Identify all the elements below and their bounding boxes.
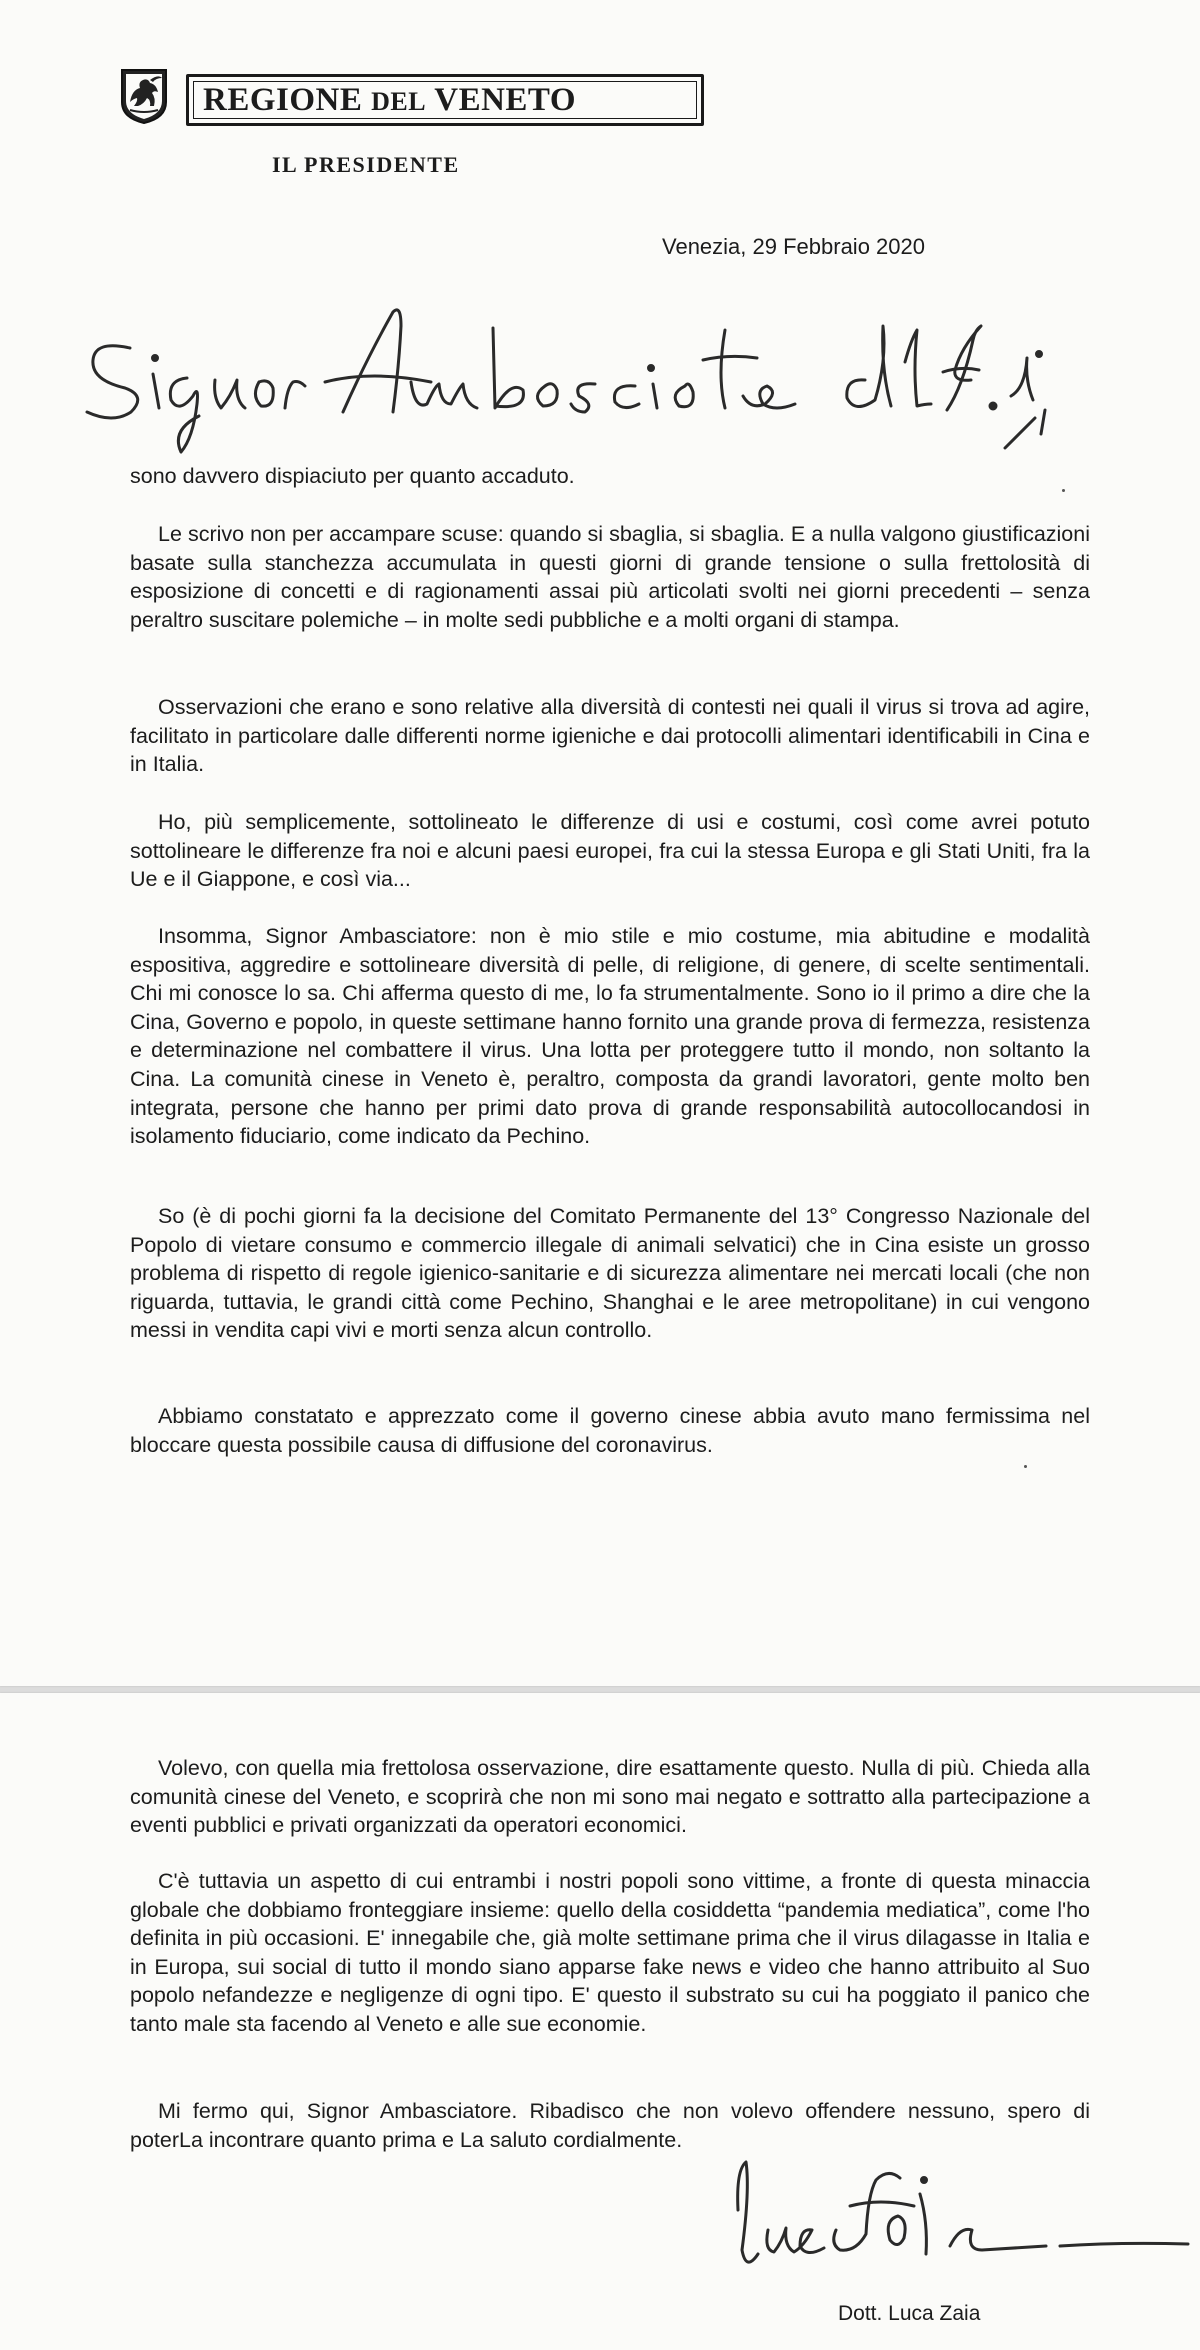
- paragraph-8: Volevo, con quella mia frettolosa osservazione, dire esattamente questo. Nulla di più. Chieda alla comunità cinese del Veneto, e scoprirà che non mi sono mai negato e sottratto alla partecipazione a eventi pubblici e privati organizzati da operatori economici.: [130, 1756, 1090, 1838]
- paragraph-3: Osservazioni che erano e sono relative alla diversità di contesti nei quali il virus si trova ad agire, facilitato in particolare dalle differenti norme igieniche e dai protocolli alimentari identificabili in Cina e in Italia.: [130, 695, 1090, 777]
- paragraph-9: C'è tuttavia un aspetto di cui entrambi i nostri popoli sono vittime, a fronte di questa minaccia globale che dobbiamo fronteggiare insieme: quello della cosiddetta “pandemia mediatica”, come l'ho definita in più occasioni. E' innegabile che, già molte settimane prima che il virus dilagasse in Italia e in Europa, sui social di tutto il mondo siano apparse fake news e video che hanno attribuito al Suo popolo nefandezze e negligenze di ogni tipo. E' questo il substrato su cui ha poggiato il panico che tanto male sta facendo al Veneto e alle sue economie.: [130, 1869, 1090, 2036]
- lion-of-saint-mark-crest-icon: [120, 68, 168, 124]
- letter-date: Venezia, 29 Febbraio 2020: [662, 234, 925, 259]
- region-name: REGIONE DEL VENETO: [203, 82, 577, 118]
- president-title: IL PRESIDENTE: [272, 152, 460, 177]
- scan-speck: [1062, 489, 1065, 492]
- paragraph-5: Insomma, Signor Ambasciatore: non è mio stile e mio costume, mia abitudine e modalità espositiva, aggredire e sottolineare diversità di pelle, di religione, di genere, di scelte sentimentali. Chi mi conosce lo sa. Chi afferma questo di me, lo fa strumentalmente. Sono io il primo a dire che la Cina, Governo e popolo, in queste settimane hanno fornito una grande prova di fermezza, resistenza e determinazione nel combattere il virus. Una lotta per proteggere tutto il mondo, non soltanto la Cina. La comunità cinese in Veneto è, peraltro, composta da grandi lavoratori, gente molto ben integrata, persone che hanno per primi dato prova di grande responsabilità autocollocandosi in isolamento fiduciario, come indicato da Pechino.: [130, 924, 1090, 1149]
- paragraph-2: Le scrivo non per accampare scuse: quando si sbaglia, si sbaglia. E a nulla valgono giustificazioni basate sulla stanchezza accumulata in questi giorni di grande tensione o sulla frettolosità di esposizione di concetti e di ragionamenti assai più articolati svolti nei giorni precedenti – senza peraltro suscitare polemiche – in molte sedi pubbliche e a molti organi di stampa.: [130, 522, 1090, 632]
- region-name-box: [186, 74, 704, 126]
- handwritten-salutation: [75, 300, 1055, 460]
- paragraph-6: So (è di pochi giorni fa la decisione del Comitato Permanente del 13° Congresso Nazionale del Popolo di vietare consumo e commercio illegale di animali selvatici) che in Cina esiste un grosso problema di rispetto di regole igienico-sanitarie e di sicurezza alimentare nei mercati locali (che non riguarda, tuttavia, le grandi città come Pechino, Shanghai e le aree metropolitane) in cui vengono messi in vendita capi vivi e morti senza alcun controllo.: [130, 1204, 1090, 1343]
- paragraph-1: sono davvero dispiaciuto per quanto accaduto.: [130, 464, 575, 488]
- scan-speck: [1024, 1465, 1027, 1468]
- signatory-name: Dott. Luca Zaia: [838, 2302, 981, 2325]
- paragraph-10: Mi fermo qui, Signor Ambasciatore. Ribadisco che non volevo offendere nessuno, spero di poterLa incontrare quanto prima e La saluto cordialmente.: [130, 2099, 1090, 2152]
- paragraph-4: Ho, più semplicemente, sottolineato le differenze di usi e costumi, così come avrei potuto sottolineare le differenze fra noi e alcuni paesi europei, fra cui la stessa Europa e gli Stati Uniti, fra la Ue e il Giappone, e così via...: [130, 810, 1090, 892]
- paragraph-7: Abbiamo constatato e apprezzato come il governo cinese abbia avuto mano fermissima nel bloccare questa possibile causa di diffusione del coronavirus.: [130, 1404, 1090, 1457]
- handwritten-signature: [720, 2150, 1200, 2310]
